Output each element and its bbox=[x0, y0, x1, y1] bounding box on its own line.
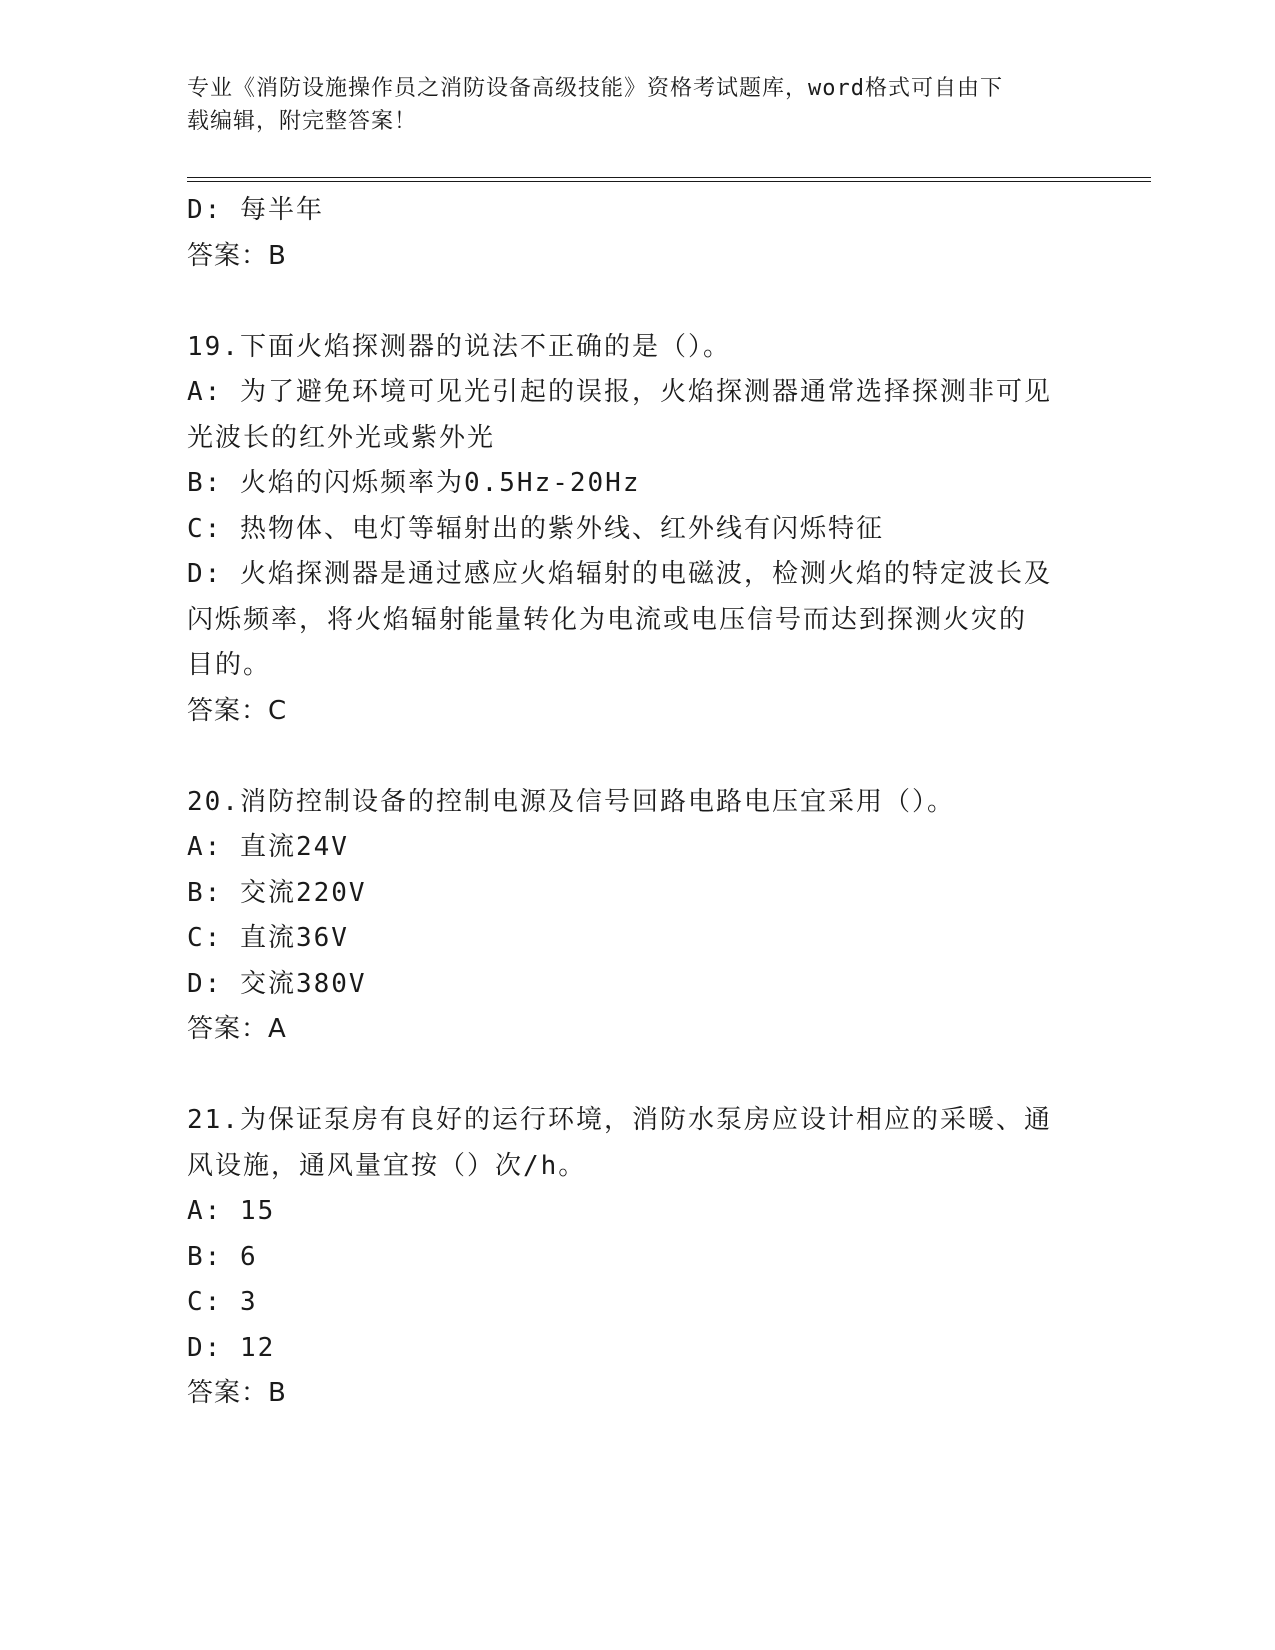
question-21-option-a: A: 15 bbox=[187, 1196, 276, 1226]
question-21-stem-cont: 风设施，通风量宜按（）次/h。 bbox=[187, 1150, 587, 1181]
question-21-answer: 答案：B bbox=[187, 1378, 287, 1408]
question-19-option-d-cont: 闪烁频率，将火焰辐射能量转化为电流或电压信号而达到探测火灾的 bbox=[187, 604, 1028, 635]
question-19-option-a: A: 为了避免环境可见光引起的误报，火焰探测器通常选择探测非可见 bbox=[187, 377, 1052, 407]
question-20-option-d: D: 交流380V bbox=[187, 968, 367, 999]
question-19-option-a-cont: 光波长的红外光或紫外光 bbox=[187, 422, 496, 453]
header-rule-top bbox=[187, 177, 1151, 178]
question-20-option-c: C: 直流36V bbox=[187, 923, 349, 953]
question-19-option-d: D: 火焰探测器是通过感应火焰辐射的电磁波，检测火焰的特定波长及 bbox=[187, 559, 1052, 589]
question-19-stem: 19.下面火焰探测器的说法不正确的是（）。 bbox=[187, 331, 731, 362]
question-21-option-b: B: 6 bbox=[187, 1241, 258, 1272]
question-20-option-a: A: 直流24V bbox=[187, 832, 349, 862]
question-19 bbox=[187, 325, 1087, 735]
question-21-option-d: D: 12 bbox=[187, 1332, 276, 1363]
spacer bbox=[187, 734, 1087, 780]
spacer bbox=[187, 279, 1087, 325]
header-line-1: 专业《消防设施操作员之消防设备高级技能》资格考试题库，word格式可自由下 bbox=[187, 76, 1003, 101]
header-rule-bottom bbox=[187, 181, 1151, 182]
question-20-option-b: B: 交流220V bbox=[187, 877, 367, 908]
question-21 bbox=[187, 1098, 1087, 1417]
prev-question-answer: 答案：B bbox=[187, 240, 287, 271]
question-20 bbox=[187, 780, 1087, 1053]
question-21-stem: 21.为保证泵房有良好的运行环境，消防水泵房应设计相应的采暖、通 bbox=[187, 1105, 1052, 1135]
document-header bbox=[187, 72, 1087, 138]
question-20-stem: 20.消防控制设备的控制电源及信号回路电路电压宜采用（）。 bbox=[187, 786, 955, 817]
question-19-answer: 答案：C bbox=[187, 695, 288, 726]
question-21-option-c: C: 3 bbox=[187, 1287, 258, 1317]
question-19-option-d-cont: 目的。 bbox=[187, 650, 272, 680]
question-content bbox=[187, 188, 1087, 1417]
spacer bbox=[187, 1053, 1087, 1099]
question-19-option-c: C: 热物体、电灯等辐射出的紫外线、红外线有闪烁特征 bbox=[187, 513, 884, 544]
question-19-option-b: B: 火焰的闪烁频率为0.5Hz-20Hz bbox=[187, 468, 641, 498]
prev-question-option-d: D: 每半年 bbox=[187, 195, 324, 225]
header-line-2: 载编辑，附完整答案！ bbox=[187, 109, 418, 134]
question-20-answer: 答案：A bbox=[187, 1014, 287, 1044]
